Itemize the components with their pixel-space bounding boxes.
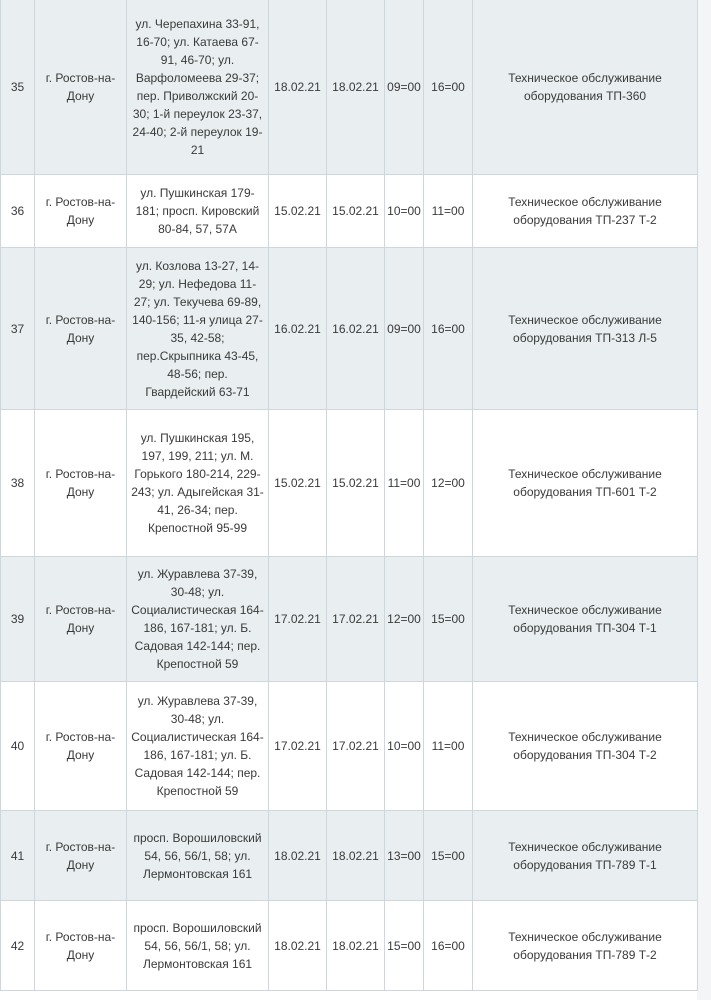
table-row <box>1 901 698 991</box>
work-description-cell: Техническое обслуживание оборудования ТП-360 <box>473 0 698 174</box>
address-cell: ул. Пушкинская 179-181; просп. Кировский 80-84, 57, 57А <box>127 175 269 247</box>
city-cell: г. Ростов-на-Дону <box>35 557 127 681</box>
end-date-cell: 16.02.21 <box>327 248 385 409</box>
row-number: 35 <box>1 0 35 174</box>
start-time-cell: 09=00 <box>385 248 424 409</box>
start-time-cell: 10=00 <box>385 682 424 810</box>
start-date-cell: 17.02.21 <box>269 557 327 681</box>
address-cell: ул. Черепахина 33-91, 16-70; ул. Катаева 67-91, 46-70; ул. Варфоломеева 29-37; пер. Приволжский 20-30; 1-й переулок 23-37, 24-40; 2-й переулок 19-21 <box>127 0 269 174</box>
row-number: 42 <box>1 901 35 990</box>
row-number: 38 <box>1 410 35 556</box>
start-date-cell: 15.02.21 <box>269 175 327 247</box>
table-row <box>1 410 698 557</box>
end-time-cell: 11=00 <box>424 682 473 810</box>
start-date-cell: 18.02.21 <box>269 901 327 990</box>
end-time-cell: 16=00 <box>424 0 473 174</box>
row-number: 37 <box>1 248 35 409</box>
table-row <box>1 0 698 175</box>
end-date-cell: 17.02.21 <box>327 682 385 810</box>
address-cell: ул. Пушкинская 195, 197, 199, 211; ул. М. Горького 180-214, 229-243; ул. Адыгейская 31-41, 26-34; пер. Крепостной 95-99 <box>127 410 269 556</box>
work-description-cell: Техническое обслуживание оборудования ТП-237 Т-2 <box>473 175 698 247</box>
address-cell: ул. Журавлева 37-39, 30-48; ул. Социалистическая 164-186, 167-181; ул. Б. Садовая 142-144; пер. Крепостной 59 <box>127 557 269 681</box>
end-time-cell: 11=00 <box>424 175 473 247</box>
end-date-cell: 15.02.21 <box>327 410 385 556</box>
table-row <box>1 248 698 410</box>
address-cell: ул. Козлова 13-27, 14-29; ул. Нефедова 11-27; ул. Текучева 69-89, 140-156; 11-я улица 27-35, 42-58; пер.Скрыпника 43-45, 48-56; пер. Гвардейский 63-71 <box>127 248 269 409</box>
city-cell: г. Ростов-на-Дону <box>35 410 127 556</box>
end-time-cell: 16=00 <box>424 248 473 409</box>
end-date-cell: 18.02.21 <box>327 901 385 990</box>
end-date-cell: 18.02.21 <box>327 0 385 174</box>
table-row <box>1 811 698 901</box>
start-date-cell: 15.02.21 <box>269 410 327 556</box>
city-cell: г. Ростов-на-Дону <box>35 175 127 247</box>
start-time-cell: 15=00 <box>385 901 424 990</box>
table-row <box>1 682 698 811</box>
city-cell: г. Ростов-на-Дону <box>35 248 127 409</box>
city-cell: г. Ростов-на-Дону <box>35 901 127 990</box>
page-edge <box>697 0 711 1000</box>
address-cell: ул. Журавлева 37-39, 30-48; ул. Социалистическая 164-186, 167-181; ул. Б. Садовая 142-144; пер. Крепостной 59 <box>127 682 269 810</box>
start-date-cell: 16.02.21 <box>269 248 327 409</box>
start-time-cell: 13=00 <box>385 811 424 900</box>
end-time-cell: 15=00 <box>424 557 473 681</box>
end-date-cell: 15.02.21 <box>327 175 385 247</box>
work-description-cell: Техническое обслуживание оборудования ТП-789 Т-1 <box>473 811 698 900</box>
city-cell: г. Ростов-на-Дону <box>35 0 127 174</box>
work-description-cell: Техническое обслуживание оборудования ТП-304 Т-1 <box>473 557 698 681</box>
address-cell: просп. Ворошиловский 54, 56, 56/1, 58; ул. Лермонтовская 161 <box>127 901 269 990</box>
row-number: 36 <box>1 175 35 247</box>
work-description-cell: Техническое обслуживание оборудования ТП-601 Т-2 <box>473 410 698 556</box>
start-time-cell: 10=00 <box>385 175 424 247</box>
address-cell: просп. Ворошиловский 54, 56, 56/1, 58; ул. Лермонтовская 161 <box>127 811 269 900</box>
work-description-cell: Техническое обслуживание оборудования ТП-313 Л-5 <box>473 248 698 409</box>
end-time-cell: 16=00 <box>424 901 473 990</box>
start-time-cell: 09=00 <box>385 0 424 174</box>
end-date-cell: 18.02.21 <box>327 811 385 900</box>
work-description-cell: Техническое обслуживание оборудования ТП-304 Т-2 <box>473 682 698 810</box>
end-time-cell: 12=00 <box>424 410 473 556</box>
end-time-cell: 15=00 <box>424 811 473 900</box>
start-date-cell: 18.02.21 <box>269 0 327 174</box>
start-date-cell: 17.02.21 <box>269 682 327 810</box>
row-number: 41 <box>1 811 35 900</box>
row-number: 39 <box>1 557 35 681</box>
row-number: 40 <box>1 682 35 810</box>
work-description-cell: Техническое обслуживание оборудования ТП-789 Т-2 <box>473 901 698 990</box>
city-cell: г. Ростов-на-Дону <box>35 682 127 810</box>
start-time-cell: 11=00 <box>385 410 424 556</box>
table-row <box>1 557 698 682</box>
end-date-cell: 17.02.21 <box>327 557 385 681</box>
start-date-cell: 18.02.21 <box>269 811 327 900</box>
start-time-cell: 12=00 <box>385 557 424 681</box>
table-row <box>1 175 698 248</box>
city-cell: г. Ростов-на-Дону <box>35 811 127 900</box>
